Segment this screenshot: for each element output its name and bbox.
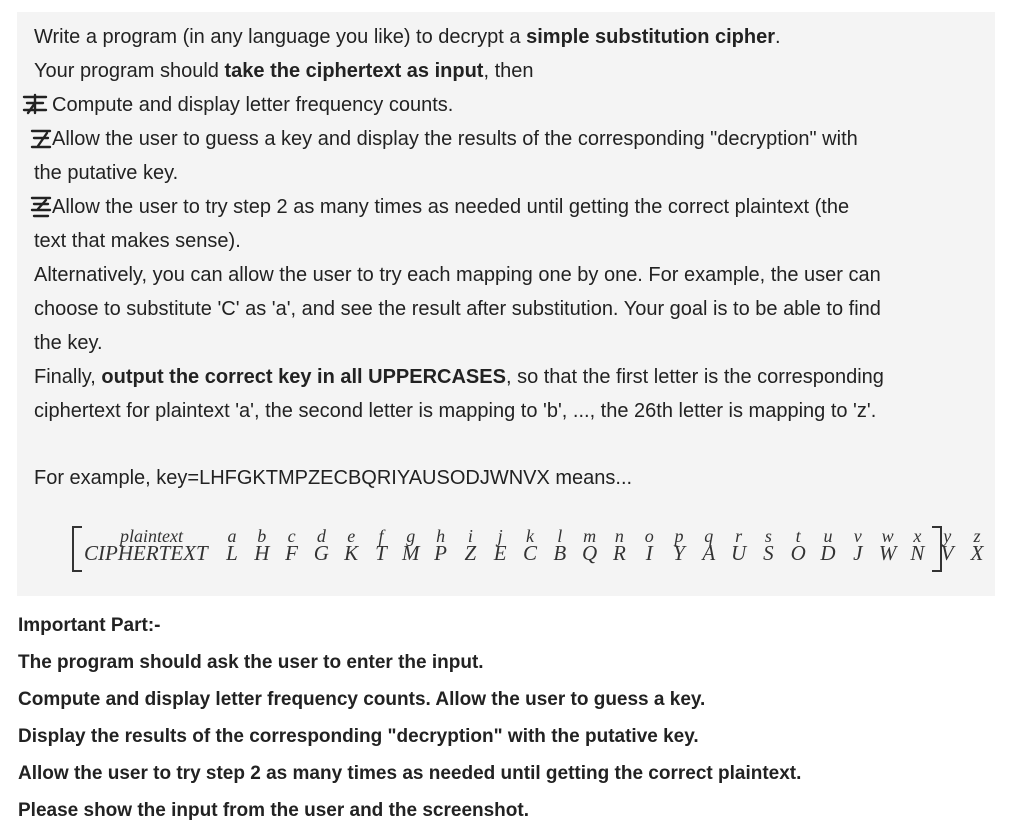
example-line: For example, key=LHFGKTMPZECBQRIYAUSODJWNVX means... [34,467,633,489]
intro-line-1-c: . [775,26,781,48]
intro-line-1 [34,25,781,49]
matrix-plain-letter: k [526,526,534,546]
matrix-plain-letter: g [406,526,416,546]
important-title: Important Part:- [18,615,161,636]
finally-line-1-c: , so that the first letter is the corresponding [505,366,884,388]
matrix-plain-letter: c [287,526,296,546]
matrix-plain-letter: r [735,526,743,546]
matrix-cipher-letter: S [763,541,774,565]
matrix-plain-letter: q [704,526,714,546]
matrix-cipher-letter: Q [582,541,598,565]
matrix-cipher-letter: E [493,541,507,565]
matrix-cipher-letter: H [254,541,270,565]
matrix-ciphertext-label: CIPHERTEXT [84,541,208,565]
intro-line-2-bold: take the ciphertext as input [224,60,484,82]
intro-line-1-bold: simple substitution cipher [526,26,776,48]
matrix-cipher-letter: G [313,541,329,565]
important-line-4: Allow the user to try step 2 as many times as needed until getting the correct plaintext. [18,763,802,784]
matrix-cipher-letter: Y [673,541,685,565]
step-1-text: Compute and display letter frequency counts. [52,94,454,116]
important-line-5: Please show the input from the user and the screenshot. [18,800,529,821]
matrix-cipher-letter: K [344,541,359,565]
matrix-cipher-letter: I [645,541,653,565]
intro-line-2-a: Your program should [34,60,225,82]
matrix-cipher-letter: D [820,541,836,565]
matrix-plain-letter: f [378,526,384,546]
matrix-plain-letter: e [347,526,356,546]
matrix-plain-letter: u [823,526,833,546]
matrix-plain-letter: x [913,526,922,546]
intro-line-2-c: , then [483,60,534,82]
matrix-plain-letter: t [795,526,801,546]
matrix-plain-letter: v [853,526,862,546]
matrix-plain-letter: h [436,526,446,546]
matrix-plain-letter: y [943,526,952,546]
finally-line-1 [34,365,884,389]
matrix-cipher-letter: L [226,541,238,565]
finally-line-1-bold: output the correct key in all UPPERCASES [101,366,506,388]
matrix-cipher-letter: P [434,541,447,565]
finally-line-1-a: Finally, [34,366,102,388]
matrix-plain-letter: w [881,526,894,546]
step-3-text-a: Allow the user to try step 2 as many times as needed until getting the correct plaintext (the [52,196,850,218]
step-2-text-a: Allow the user to guess a key and display the results of the corresponding "decryption" with [52,128,858,150]
matrix-cipher-letter: T [375,541,387,565]
intro-line-2 [34,59,534,83]
matrix-cipher-letter: C [522,541,537,565]
important-line-2: Compute and display letter frequency counts. Allow the user to guess a key. [18,689,706,710]
matrix-plaintext-label: plaintext [120,526,183,546]
matrix-cipher-letter: N [910,541,925,565]
matrix-cipher-letter: F [285,541,298,565]
matrix-plain-letter: j [497,526,503,546]
step-3-text-b: text that makes sense). [34,230,241,252]
step-2-text-b: the putative key. [34,162,179,184]
matrix-left-bracket [72,526,82,572]
matrix-cipher-letter: Z [464,541,477,565]
matrix-cipher-letter: B [553,541,567,565]
matrix-cipher-letter: J [853,541,863,565]
matrix-cipher-letter: O [790,541,806,565]
matrix-cipher-letter: X [970,541,984,565]
matrix-cipher-letter: W [878,541,897,565]
matrix-plain-letter: s [764,526,772,546]
matrix-plain-letter: b [257,526,267,546]
matrix-cipher-letter: A [702,541,716,565]
matrix-cipher-letter: V [940,541,954,565]
matrix-cipher-letter: M [402,541,420,565]
matrix-plain-letter: m [583,526,597,546]
matrix-plain-letter: n [614,526,624,546]
finally-line-2: ciphertext for plaintext 'a', the second letter is mapping to 'b', ..., the 26th letter is mapping to 'z'. [34,400,877,422]
matrix-plain-letter: o [644,526,654,546]
step-1-numeral-icon [22,93,46,115]
important-line-1: The program should ask the user to enter the input. [18,652,484,673]
matrix-plain-letter: a [227,526,237,546]
alt-line-3: the key. [34,332,103,354]
alt-line-1: Alternatively, you can allow the user to try each mapping one by one. For example, the user can [34,264,881,286]
intro-line-1-a: Write a program (in any language you like) to decrypt a [34,26,527,48]
alt-line-2: choose to substitute 'C' as 'a', and see the result after substitution. Your goal is to be able to find [34,298,881,320]
matrix-cipher-letter: R [612,541,626,565]
step-2-numeral-icon [30,128,54,150]
matrix-plain-letter: i [467,526,473,546]
matrix-plain-letter: d [316,526,326,546]
matrix-plain-letter: p [674,526,684,546]
key-matrix [72,526,984,574]
matrix-cipher-letter: U [731,541,747,565]
matrix-plain-letter: l [557,526,563,546]
matrix-plain-letter: z [973,526,981,546]
step-3-numeral-icon [30,196,54,218]
important-line-3: Display the results of the corresponding "decryption" with the putative key. [18,726,699,747]
